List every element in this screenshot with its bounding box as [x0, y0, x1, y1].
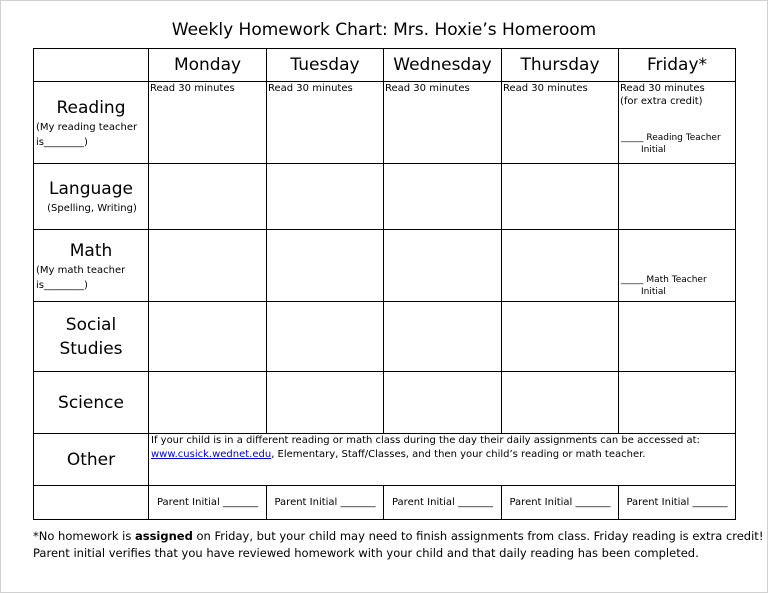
row-reading	[34, 82, 736, 164]
parent-initial-thursday[interactable]: Parent Initial _______	[502, 486, 619, 520]
cell-social-monday[interactable]	[149, 302, 267, 372]
cell-text: Read 30 minutes	[385, 83, 470, 94]
cell-reading-monday[interactable]	[149, 82, 267, 164]
row-parent-initial	[34, 486, 736, 520]
row-social-studies	[34, 302, 736, 372]
subject-name: Studies	[59, 338, 123, 359]
day-header-wednesday: Wednesday	[384, 49, 502, 82]
cell-science-thursday[interactable]	[502, 372, 619, 434]
parent-initial-monday[interactable]: Parent Initial _______	[149, 486, 267, 520]
subject-name: Reading	[56, 97, 126, 118]
school-website-link[interactable]: www.cusick.wednet.edu	[151, 449, 272, 460]
corner-cell	[34, 49, 149, 82]
sign-line-initial: Initial	[641, 145, 666, 155]
cell-language-tuesday[interactable]	[267, 164, 384, 230]
parent-initial-friday[interactable]: Parent Initial _______	[619, 486, 736, 520]
subject-note: (My reading teacher	[36, 121, 138, 133]
cell-reading-wednesday[interactable]	[384, 82, 502, 164]
cell-language-monday[interactable]	[149, 164, 267, 230]
cell-reading-tuesday[interactable]	[267, 82, 384, 164]
day-header-thursday: Thursday	[502, 49, 619, 82]
row-language	[34, 164, 736, 230]
subject-name: Language	[49, 179, 133, 199]
subject-name: Social	[65, 314, 117, 335]
footer-text: *No homework is	[33, 529, 135, 543]
cell-language-friday[interactable]	[619, 164, 736, 230]
parent-initial-tuesday[interactable]: Parent Initial _______	[267, 486, 384, 520]
row-math	[34, 230, 736, 302]
other-note	[149, 434, 735, 462]
cell-text: Read 30 minutes	[150, 83, 235, 94]
cell-language-wednesday[interactable]	[384, 164, 502, 230]
cell-text: Read 30 minutes	[620, 83, 705, 94]
cell-text: Read 30 minutes	[268, 83, 353, 94]
subject-other	[34, 434, 149, 486]
parent-initial-label-cell	[34, 486, 149, 520]
other-note-line2: , Elementary, Staff/Classes, and then your child’s reading or math teacher.	[271, 449, 646, 460]
subject-science	[34, 372, 149, 434]
subject-language	[34, 164, 149, 230]
cell-math-tuesday[interactable]	[267, 230, 384, 302]
subject-note: is________)	[36, 136, 88, 148]
teacher-initial-reading	[619, 132, 735, 156]
cell-social-tuesday[interactable]	[267, 302, 384, 372]
subject-name: Math	[69, 240, 113, 261]
subject-note: (My math teacher	[36, 264, 126, 276]
footer-bold-text: assigned	[134, 529, 193, 543]
footer-line-2: Parent initial verifies that you have reviewed homework with your child and that daily reading has been completed.	[33, 546, 699, 560]
subject-name: Science	[58, 392, 124, 413]
row-science	[34, 372, 736, 434]
row-other	[34, 434, 736, 486]
other-note-line1: If your child is in a different reading or math class during the day their daily assignments can be accessed at:	[151, 435, 700, 446]
day-header-friday: Friday*	[619, 49, 736, 82]
header-row	[34, 49, 736, 82]
cell-text: Read 30 minutes	[503, 83, 588, 94]
sign-line: _____ Math Teacher	[621, 275, 707, 285]
subject-note: (Spelling, Writing)	[47, 203, 137, 214]
footer-line-1	[33, 528, 763, 545]
subject-social-studies	[34, 302, 149, 372]
cell-math-thursday[interactable]	[502, 230, 619, 302]
teacher-initial-math	[619, 274, 735, 298]
page-title: Weekly Homework Chart: Mrs. Hoxie’s Homeroom	[171, 20, 597, 40]
cell-reading-friday[interactable]	[619, 82, 736, 164]
cell-reading-thursday[interactable]	[502, 82, 619, 164]
cell-language-thursday[interactable]	[502, 164, 619, 230]
footer-text: on Friday, but your child may need to finish assignments from class. Friday reading is extra credit!	[192, 529, 764, 543]
homework-chart-table	[33, 48, 736, 520]
cell-math-wednesday[interactable]	[384, 230, 502, 302]
cell-science-friday[interactable]	[619, 372, 736, 434]
subject-math	[34, 230, 149, 302]
subject-name: Other	[66, 449, 116, 470]
cell-social-thursday[interactable]	[502, 302, 619, 372]
cell-social-friday[interactable]	[619, 302, 736, 372]
subject-note: is________)	[36, 279, 88, 291]
day-header-tuesday: Tuesday	[267, 49, 384, 82]
parent-initial-wednesday[interactable]: Parent Initial _______	[384, 486, 502, 520]
cell-science-monday[interactable]	[149, 372, 267, 434]
other-note-cell	[149, 434, 736, 486]
sign-line-initial: Initial	[641, 287, 666, 297]
sign-line: _____ Reading Teacher	[621, 133, 721, 143]
cell-science-wednesday[interactable]	[384, 372, 502, 434]
day-header-monday: Monday	[149, 49, 267, 82]
cell-text: (for extra credit)	[620, 96, 703, 107]
subject-reading	[34, 82, 149, 164]
cell-math-friday[interactable]	[619, 230, 736, 302]
cell-math-monday[interactable]	[149, 230, 267, 302]
cell-science-tuesday[interactable]	[267, 372, 384, 434]
footer-notes	[33, 528, 763, 562]
cell-social-wednesday[interactable]	[384, 302, 502, 372]
